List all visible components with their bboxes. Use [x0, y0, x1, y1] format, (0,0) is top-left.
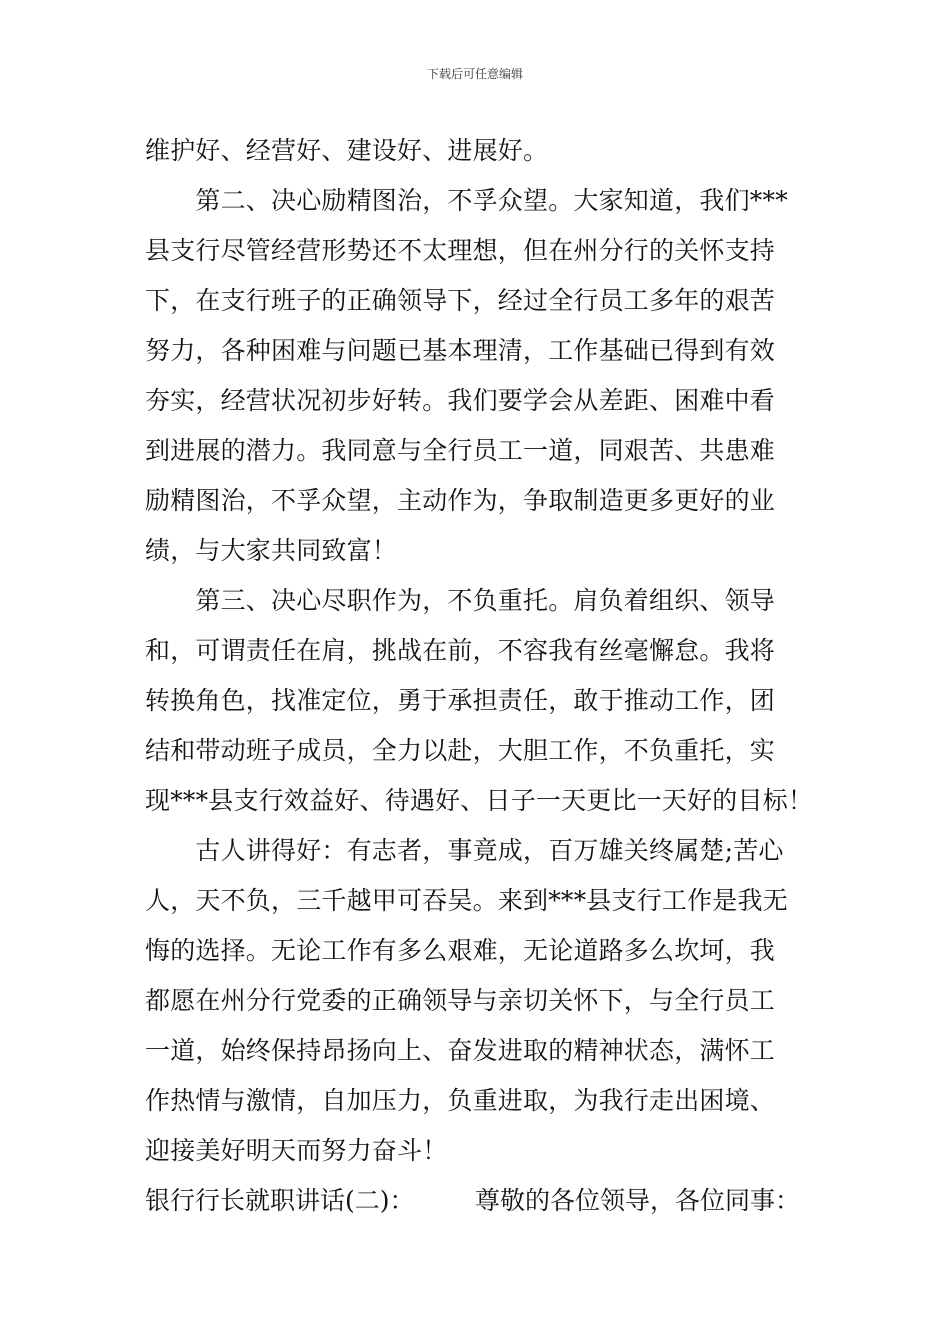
section-greeting: 尊敬的各位领导，各位同事： [475, 1186, 801, 1215]
paragraph-line: 作热情与激情，自加压力，负重进取，为我行走出困境、 [145, 1086, 776, 1115]
paragraph-line: 第二、决心励精图治，不孚众望。大家知道，我们*** [145, 186, 788, 215]
section-heading-line [145, 1176, 810, 1226]
paragraph-line: 努力，各种困难与问题已基本理清，工作基础已得到有效 [145, 336, 776, 365]
paragraph-line: 现***县支行效益好、待遇好、日子一天更比一天好的目标！ [145, 786, 814, 815]
paragraph-line: 励精图治，不孚众望，主动作为，争取制造更多更好的业 [145, 486, 776, 515]
paragraph-line: 绩，与大家共同致富！ [145, 536, 398, 565]
paragraph-line: 都愿在州分行党委的正确领导与亲切关怀下，与全行员工 [145, 986, 776, 1015]
paragraph-line: 结和带动班子成员，全力以赴，大胆工作，不负重托，实 [145, 736, 776, 765]
paragraph-line: 人，天不负，三千越甲可吞吴。来到***县支行工作是我无 [145, 886, 788, 915]
paragraph-line: 一道，始终保持昂扬向上、奋发进取的精神状态，满怀工 [145, 1036, 776, 1065]
paragraph-line: 维护好、经营好、建设好、进展好。 [145, 136, 549, 165]
paragraph-line: 县支行尽管经营形势还不太理想，但在州分行的关怀支持 [145, 236, 776, 265]
paragraph-line: 迎接美好明天而努力奋斗！ [145, 1136, 448, 1165]
page-header: 下载后可任意编辑 [426, 67, 523, 81]
paragraph-line: 夯实，经营状况初步好转。我们要学会从差距、困难中看 [145, 386, 776, 415]
paragraph-line: 古人讲得好：有志者，事竟成，百万雄关终属楚;苦心 [145, 836, 784, 865]
paragraph-line: 下，在支行班子的正确领导下，经过全行员工多年的艰苦 [145, 286, 776, 315]
section-title: 银行行长就职讲话(二)： [145, 1186, 415, 1215]
paragraph-line: 到进展的潜力。我同意与全行员工一道，同艰苦、共患难 [145, 436, 776, 465]
paragraph-line: 悔的选择。无论工作有多么艰难，无论道路多么坎坷，我 [145, 936, 776, 965]
paragraph-line: 第三、决心尽职作为，不负重托。肩负着组织、领导 [145, 586, 776, 615]
paragraph-line: 转换角色，找准定位，勇于承担责任，敢于推动工作，团 [145, 686, 776, 715]
paragraph-line: 和，可谓责任在肩，挑战在前，不容我有丝毫懈怠。我将 [145, 636, 776, 665]
document-body [145, 126, 814, 1226]
